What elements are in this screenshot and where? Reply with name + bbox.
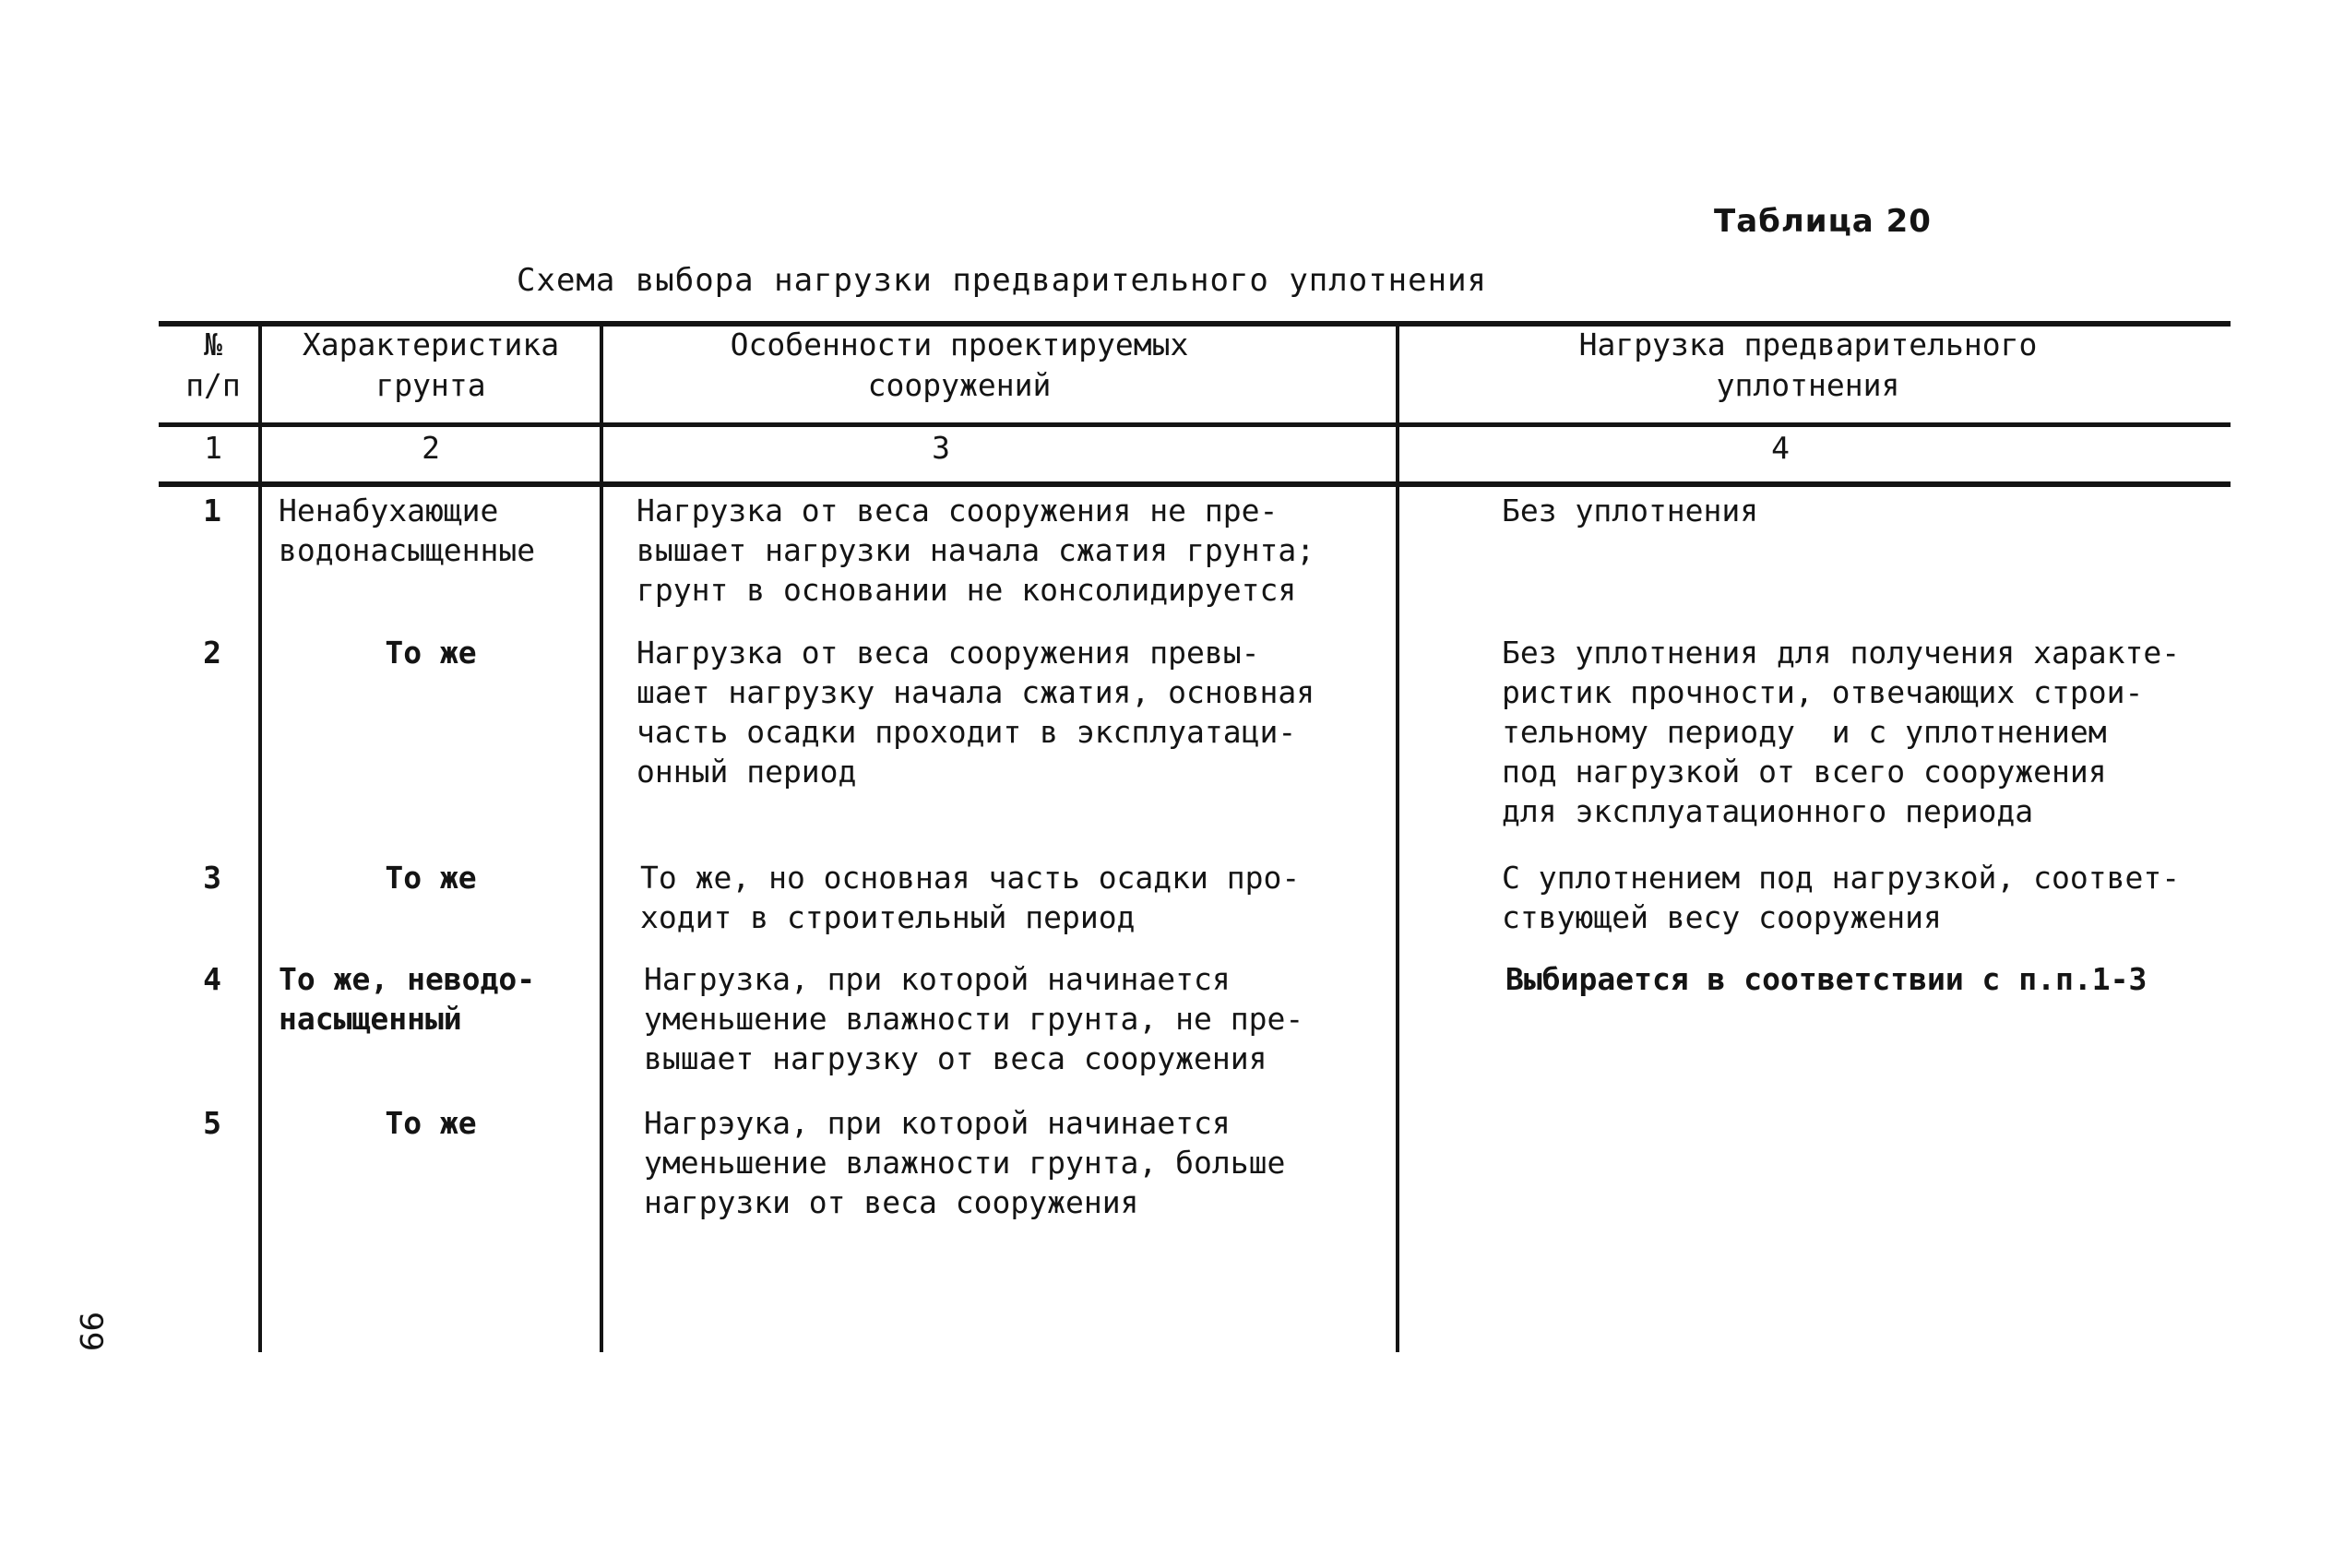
row-3-features: То же, но основная часть осадки про- ходит в строительный период [640, 860, 1301, 935]
row-5-soil: То же [385, 1105, 477, 1141]
row-4-features: Нагрузка, при которой начинается уменьшение влажности грунта, не пре- вышает нагрузку от веса сооружения [644, 961, 1304, 1076]
row-2-soil: То же [385, 635, 477, 671]
column-number-2: 2 [422, 430, 440, 466]
column-divider-1 [258, 323, 262, 1352]
column-number-3: 3 [932, 430, 950, 466]
row-2-features: Нагрузка от веса сооружения превы- шает нагрузку начала сжатия, основная часть осадки проходит в эксплуатаци- онный период [637, 635, 1315, 790]
row-1-number: 1 [203, 493, 221, 529]
row-3-load: С уплотнением под нагрузкой, соответ- ствующей весу сооружения [1502, 860, 2181, 935]
row-5-number: 5 [203, 1105, 221, 1141]
row-2-number: 2 [203, 635, 221, 671]
header-col-load: Нагрузка предварительного уплотнения [1578, 327, 2038, 403]
table-label: Таблица 20 [1714, 203, 1932, 240]
numbers-bottom-rule [159, 481, 2231, 487]
header-col-number: № п/п [185, 327, 241, 403]
row-4-number: 4 [203, 961, 221, 997]
row-1-soil: Ненабухающие водонасыщенные [279, 493, 536, 568]
column-number-4: 4 [1771, 430, 1790, 466]
row-1-features: Нагрузка от веса сооружения не пре- вышает нагрузки начала сжатия грунта; грунт в основании не консолидируется [637, 493, 1315, 608]
header-col-soil: Характеристика грунта [302, 327, 560, 403]
row-3-number: 3 [203, 860, 221, 896]
row-4-load: Выбирается в соответствии с п.п.1-3 [1505, 961, 2148, 997]
header-col-features: Особенности проектируемых сооружений [730, 327, 1189, 403]
row-4-soil: То же, неводо- насыщенный [279, 961, 536, 1037]
row-1-load: Без уплотнения [1502, 493, 1759, 529]
row-5-features: Нагрэука, при которой начинается уменьшение влажности грунта, больше нагрузки от веса сооружения [644, 1105, 1286, 1220]
header-bottom-rule [159, 422, 2231, 427]
column-number-1: 1 [204, 430, 222, 466]
column-divider-2 [600, 323, 603, 1352]
row-3-soil: То же [385, 860, 477, 896]
page-number: 99 [72, 1312, 109, 1352]
column-divider-3 [1396, 323, 1399, 1352]
table-title: Схема выбора нагрузки предварительного уплотнения [517, 262, 1488, 299]
row-2-load: Без уплотнения для получения характе- ристик прочности, отвечающих строи- тельному периоду и с уплотнением под нагрузкой от всего сооружения для эксплуатационного периода [1502, 635, 2181, 829]
